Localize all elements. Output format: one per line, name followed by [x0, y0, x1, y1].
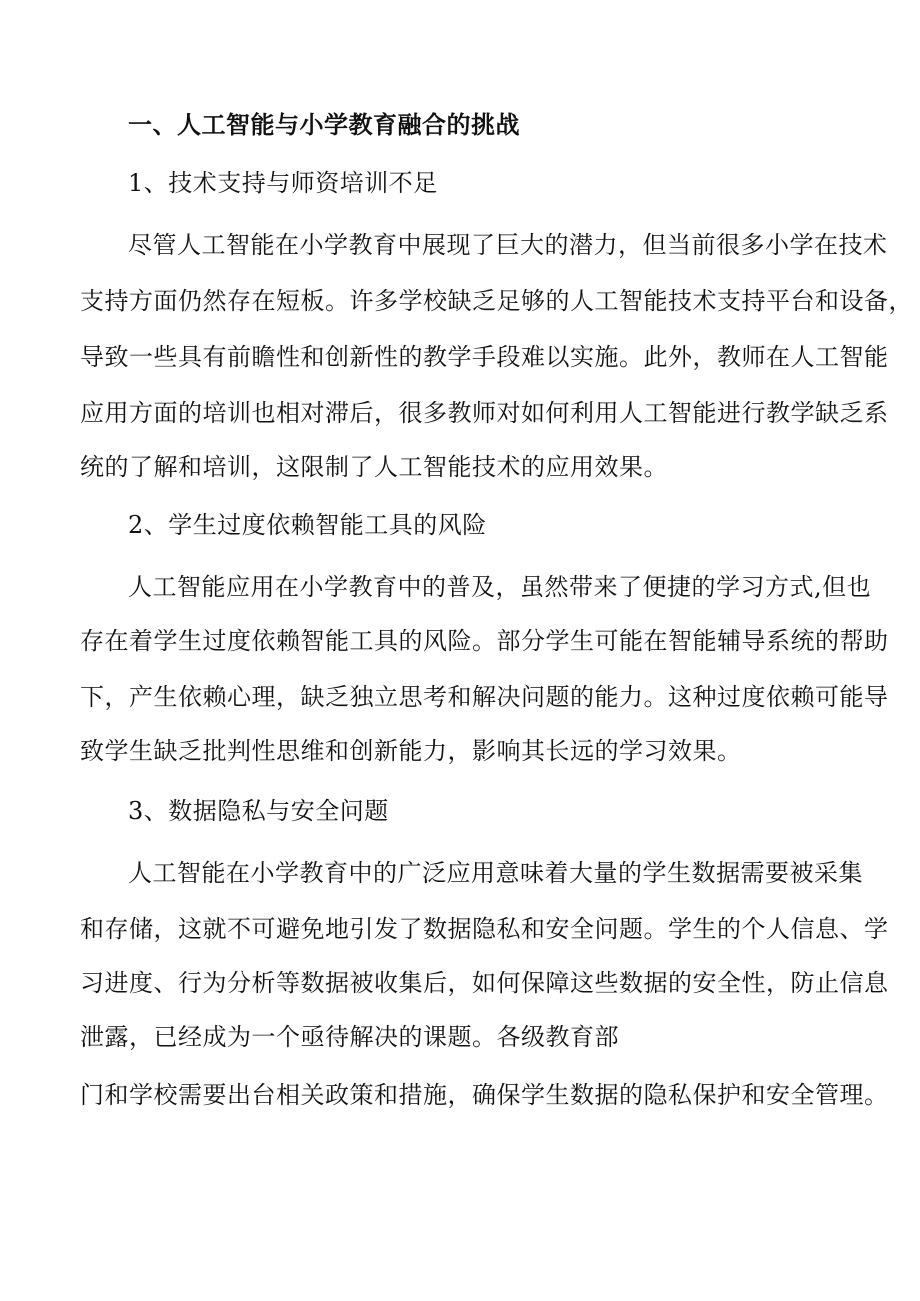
paragraph-1-line-1: 尽管人工智能在小学教育中展现了巨大的潜力，但当前很多小学在技术 [128, 231, 888, 259]
paragraph-3-line-4: 泄露，已经成为一个亟待解决的课题。各级教育部 [80, 1023, 619, 1051]
section-title: 一、人工智能与小学教育融合的挑战 [128, 111, 520, 139]
paragraph-3-line-5: 门和学校需要出台相关政策和措施，确保学生数据的隐私保护和安全管理。 [80, 1081, 889, 1109]
paragraph-3-line-1: 人工智能在小学教育中的广泛应用意味着大量的学生数据需要被采集 [128, 859, 863, 887]
paragraph-1-line-4: 应用方面的培训也相对滞后，很多教师对如何利用人工智能进行教学缺乏系 [80, 399, 889, 427]
paragraph-2-line-4: 致学生缺乏批判性思维和创新能力，影响其长远的学习效果。 [80, 737, 742, 765]
subsection-heading-2: 2、学生过度依赖智能工具的风险 [128, 511, 487, 539]
subsection-heading-3: 3、数据隐私与安全问题 [128, 797, 389, 825]
paragraph-2-line-1: 人工智能应用在小学教育中的普及，虽然带来了便捷的学习方式,但也 [128, 573, 872, 601]
paragraph-2-line-3: 下，产生依赖心理，缺乏独立思考和解决问题的能力。这种过度依赖可能导 [80, 683, 889, 711]
paragraph-1-line-5: 统的了解和培训，这限制了人工智能技术的应用效果。 [80, 453, 668, 481]
paragraph-3-line-3: 习进度、行为分析等数据被收集后，如何保障这些数据的安全性，防止信息 [80, 969, 889, 997]
paragraph-3-line-2: 和存储，这就不可避免地引发了数据隐私和安全问题。学生的个人信息、学 [80, 915, 889, 943]
paragraph-1-line-2: 支持方面仍然存在短板。许多学校缺乏足够的人工智能技术支持平台和设备， [80, 287, 913, 315]
paragraph-1-line-3: 导致一些具有前瞻性和创新性的教学手段难以实施。此外，教师在人工智能 [80, 343, 889, 371]
paragraph-2-line-2: 存在着学生过度依赖智能工具的风险。部分学生可能在智能辅导系统的帮助 [80, 627, 889, 655]
subsection-heading-1: 1、技术支持与师资培训不足 [128, 169, 438, 197]
